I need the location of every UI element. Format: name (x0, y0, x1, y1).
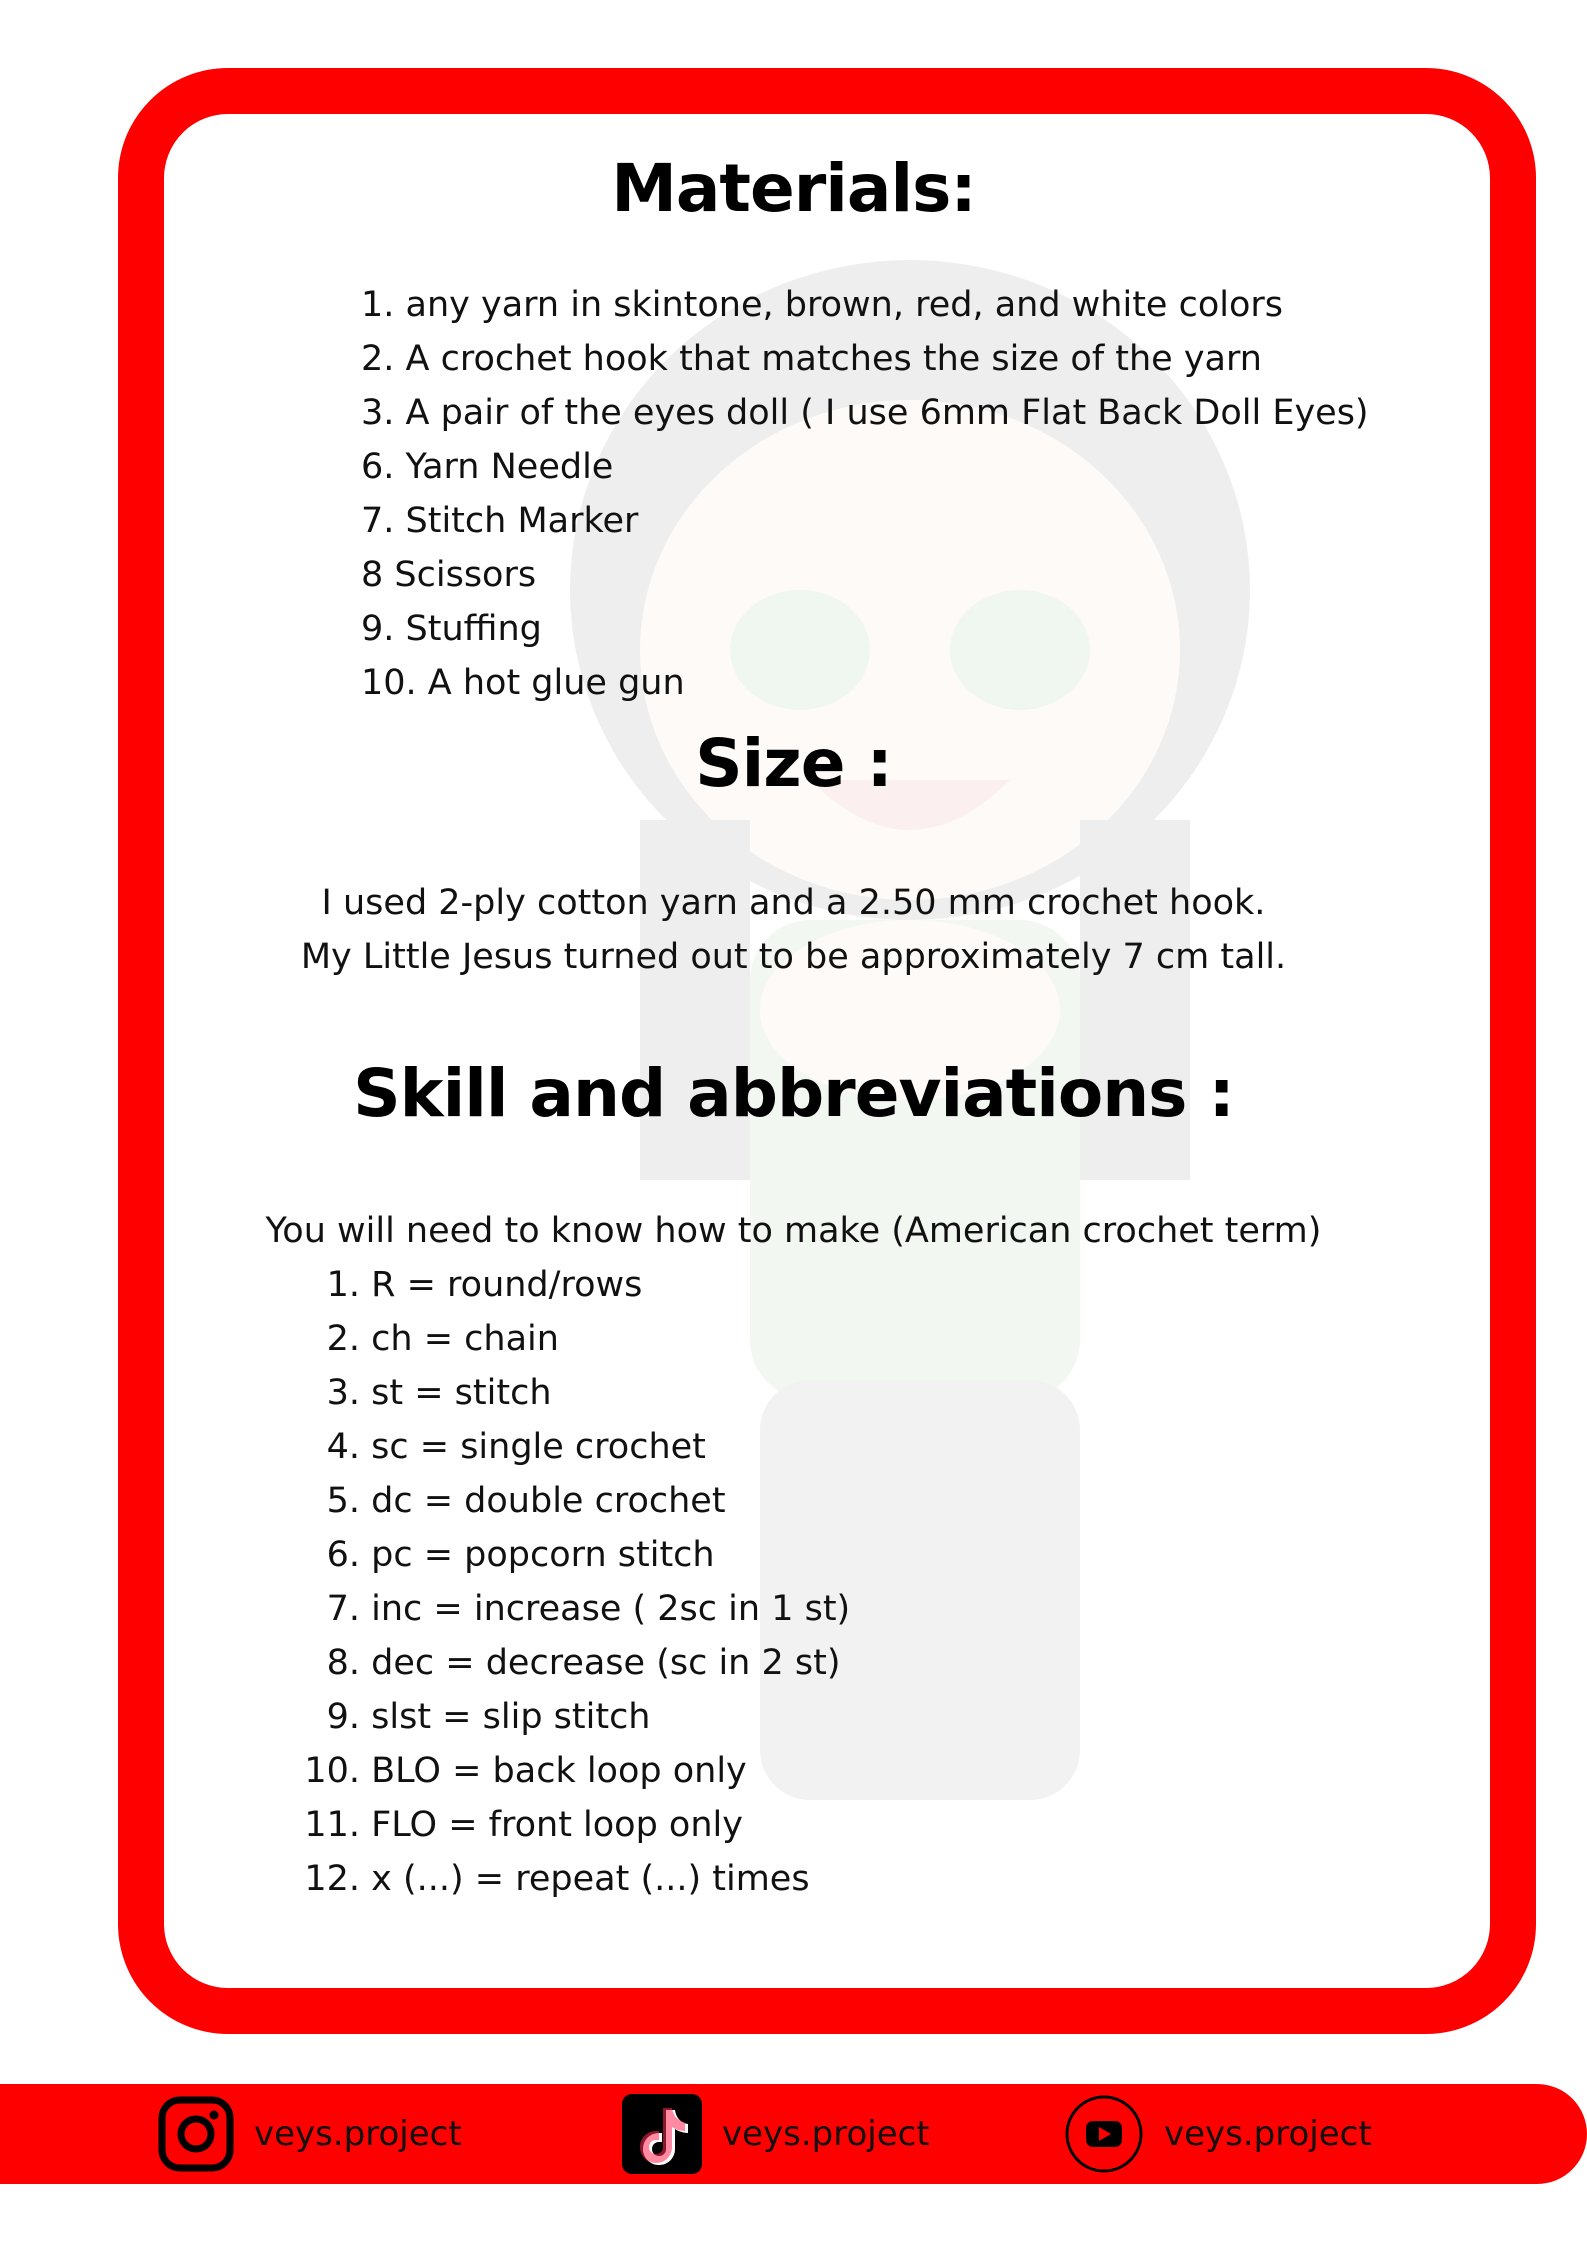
list-item: 7. Stitch Marker (361, 501, 639, 541)
instagram-icon (158, 2096, 234, 2172)
size-line: I used 2-ply cotton yarn and a 2.50 mm crochet hook. (321, 883, 1266, 923)
list-item: 8. dec = decrease (sc in 2 st) (326, 1643, 841, 1683)
skills-title: Skill and abbreviations : (353, 1055, 1234, 1132)
list-item: 6. pc = popcorn stitch (326, 1535, 715, 1575)
list-item: 4. sc = single crochet (326, 1427, 706, 1467)
youtube-icon (1064, 2094, 1144, 2174)
list-item: 5. dc = double crochet (326, 1481, 726, 1521)
list-item: 2. A crochet hook that matches the size of the yarn (361, 339, 1262, 379)
list-item: 10. BLO = back loop only (304, 1751, 747, 1791)
youtube-handle: veys.project (1164, 2114, 1372, 2154)
skills-intro: You will need to know how to make (American crochet term) (265, 1211, 1322, 1251)
list-item: 11. FLO = front loop only (304, 1805, 743, 1845)
materials-title: Materials: (611, 150, 976, 227)
list-item: 9. slst = slip stitch (326, 1697, 651, 1737)
list-item: 2. ch = chain (326, 1319, 559, 1359)
tiktok-handle: veys.project (722, 2114, 930, 2154)
list-item: 6. Yarn Needle (361, 447, 614, 487)
instagram-handle: veys.project (254, 2114, 462, 2154)
list-item: 1. any yarn in skintone, brown, red, and white colors (361, 285, 1284, 325)
list-item: 3. st = stitch (326, 1373, 552, 1413)
tiktok-link[interactable] (622, 2096, 930, 2172)
instagram-link[interactable] (158, 2096, 462, 2172)
youtube-link[interactable] (1064, 2096, 1372, 2172)
social-footer (0, 2084, 1587, 2184)
list-item: 1. R = round/rows (326, 1265, 643, 1305)
list-item: 3. A pair of the eyes doll ( I use 6mm Flat Back Doll Eyes) (361, 393, 1369, 433)
size-line: My Little Jesus turned out to be approximately 7 cm tall. (300, 937, 1287, 977)
tiktok-icon (622, 2094, 702, 2174)
list-item: 10. A hot glue gun (361, 663, 685, 703)
list-item: 9. Stuffing (361, 609, 542, 649)
list-item: 7. inc = increase ( 2sc in 1 st) (326, 1589, 851, 1629)
list-item: 8 Scissors (361, 555, 537, 595)
size-title: Size : (695, 725, 892, 802)
list-item: 12. x (...) = repeat (...) times (304, 1859, 810, 1899)
